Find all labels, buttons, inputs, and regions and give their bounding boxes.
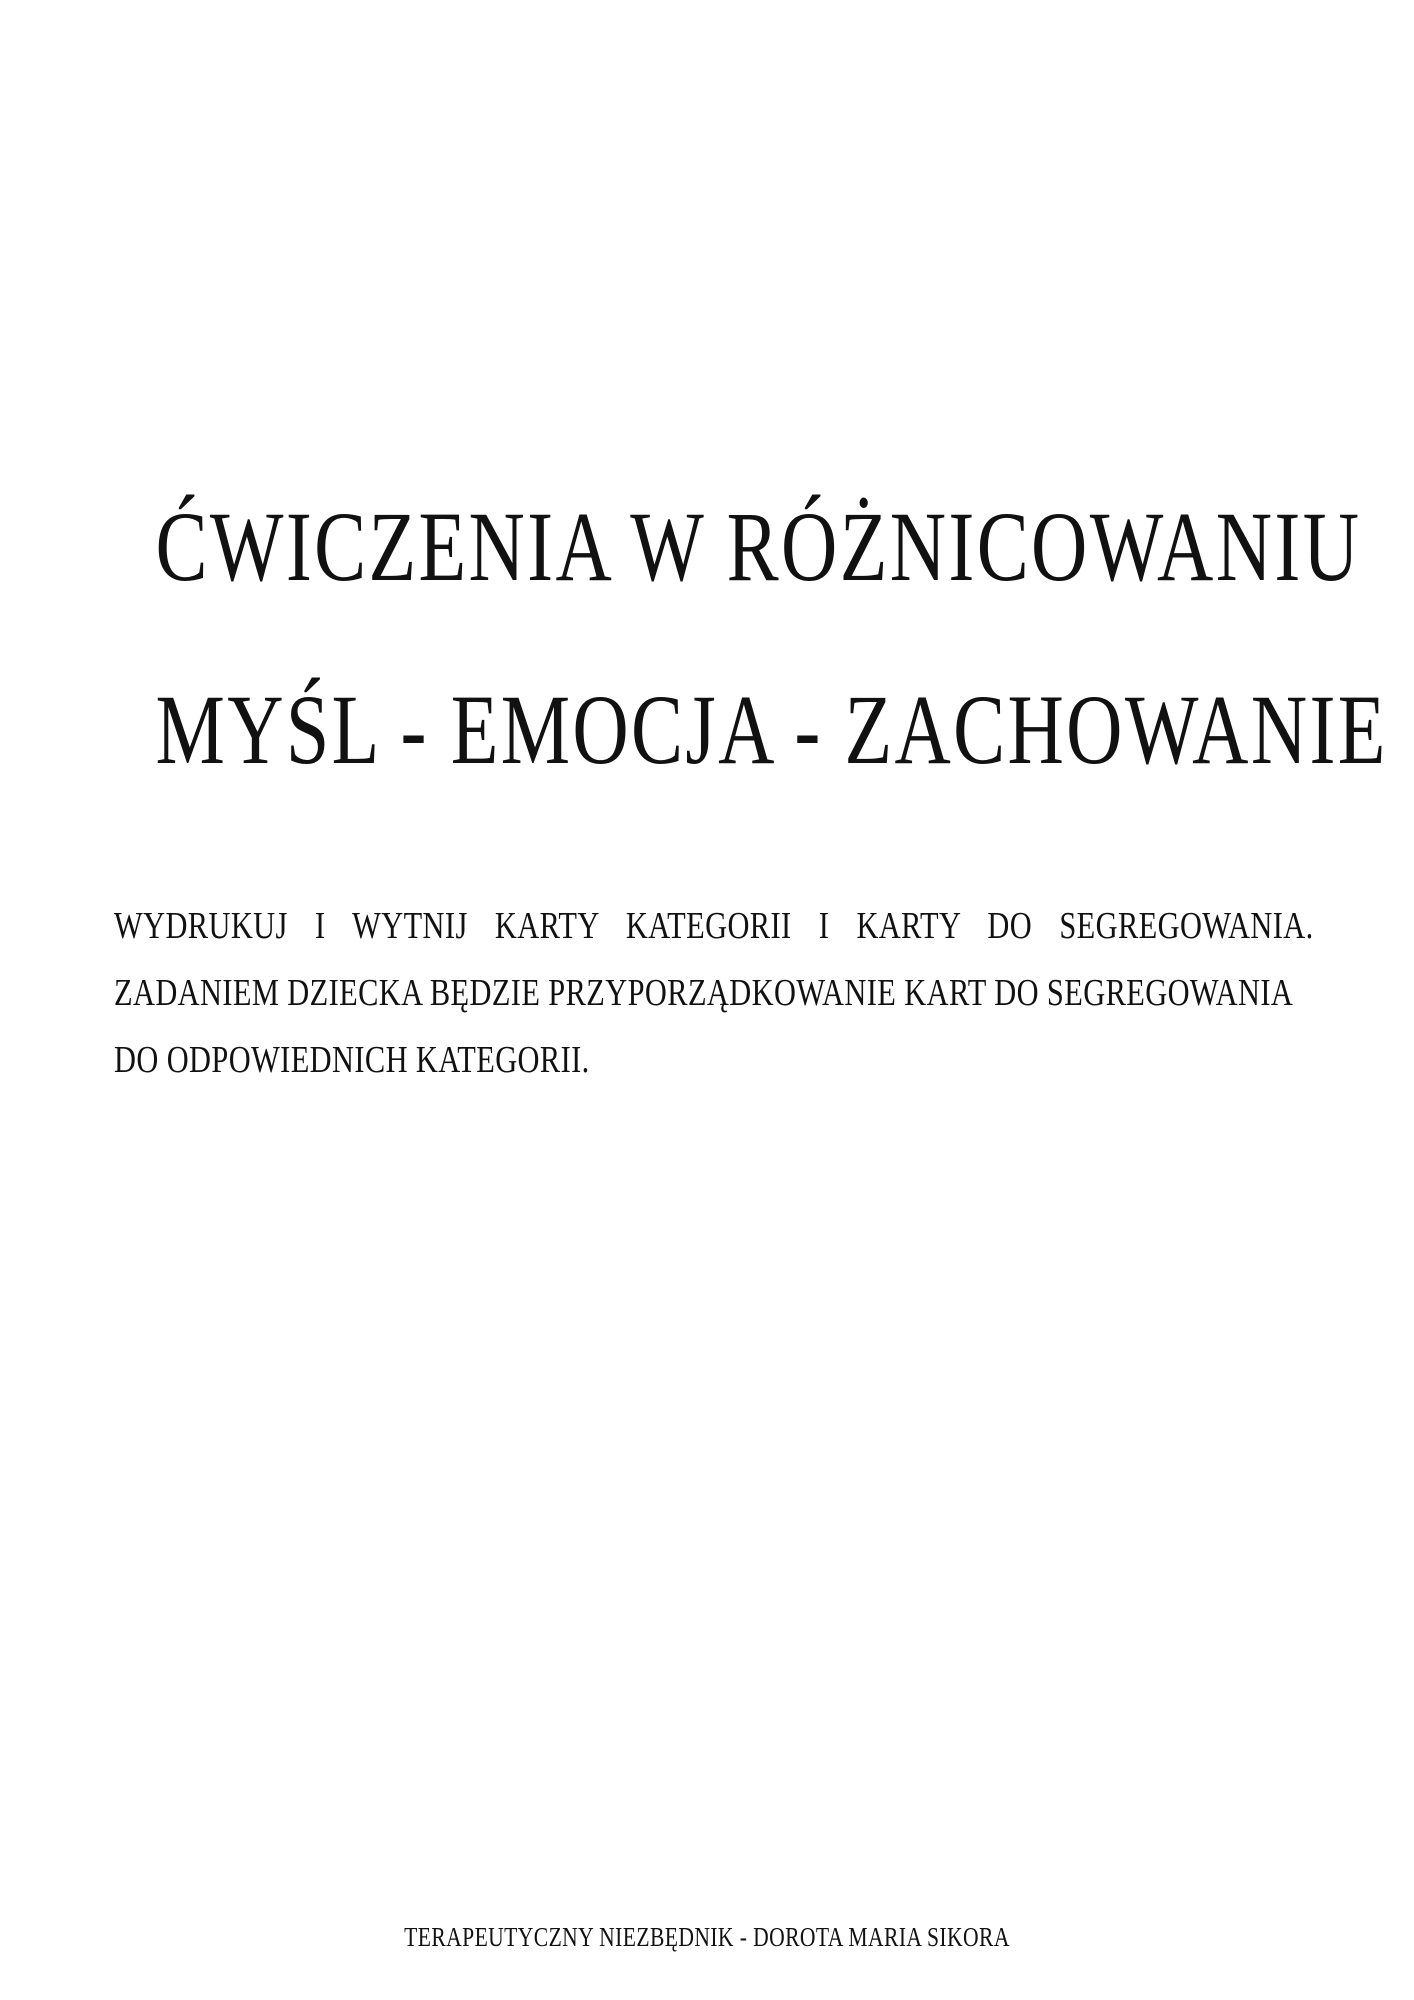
instructions-line-1: WYDRUKUJ I WYTNIJ KARTY KATEGORII I KARTY DO SEGREGOWANIA. [114,905,1314,947]
footer-credit: TERAPEUTYCZNY NIEZBĘDNIK - DOROTA MARIA SIKORA [404,1922,1010,1952]
instructions-line-2: ZADANIEM DZIECKA BĘDZIE PRZYPORZĄDKOWANIE KART DO SEGREGOWANIA [114,972,1294,1014]
title-line-1: ĆWICZENIA W RÓŻNICOWANIU [155,491,1362,602]
instructions-line-3: DO ODPOWIEDNICH KATEGORII. [114,1039,590,1081]
instructions-paragraph [114,893,1314,1094]
title-line-2: MYŚL - EMOCJA - ZACHOWANIE [155,674,1388,785]
